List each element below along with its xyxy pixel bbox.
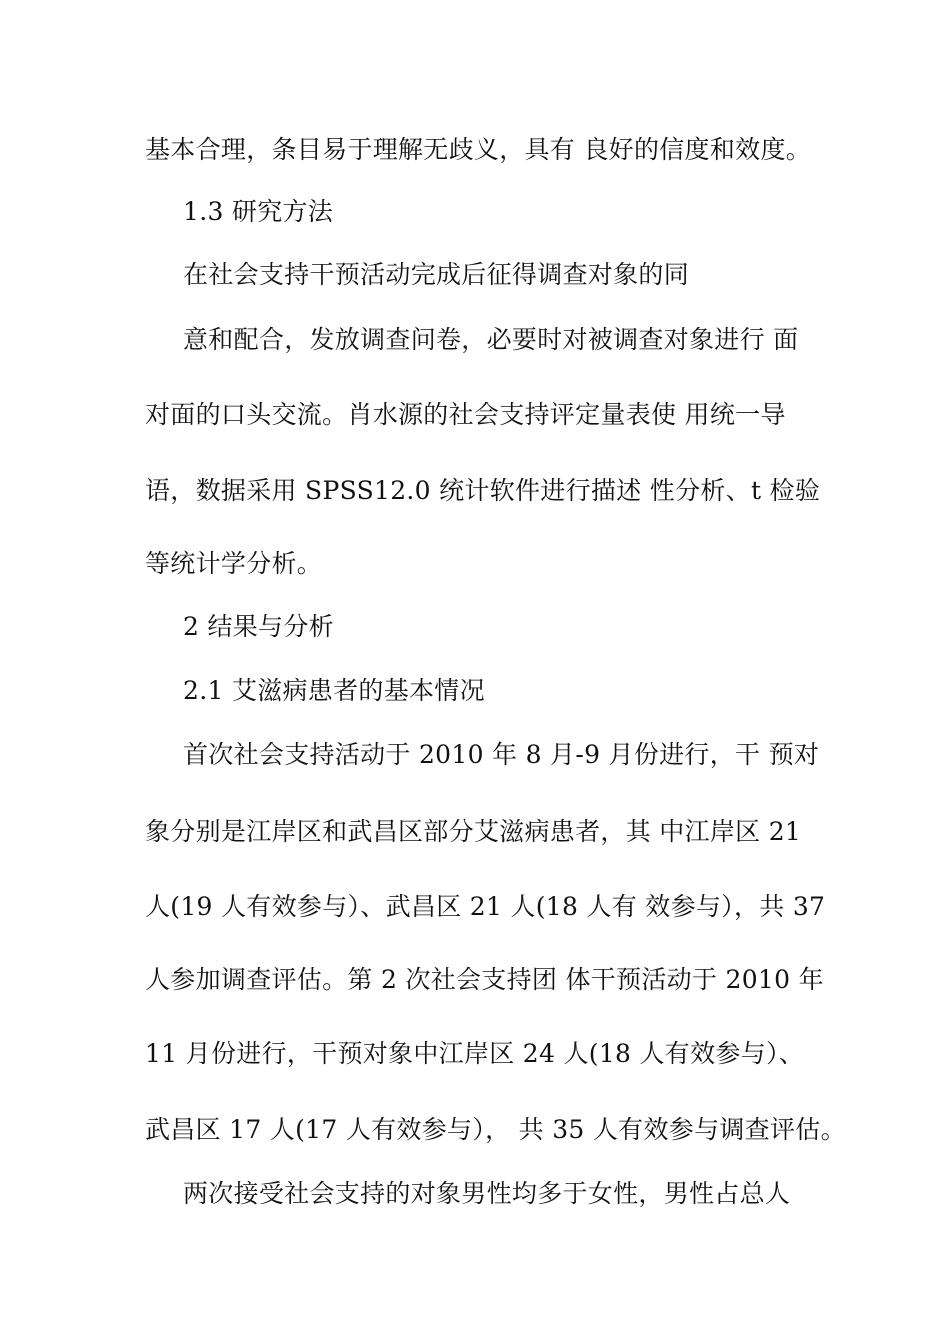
body-text-line: 人参加调查评估。第 2 次社会支持团 体干预活动于 2010 年 [145,965,824,994]
body-text-line: 意和配合，发放调查问卷，必要时对被调查对象进行 面 [183,325,799,354]
body-text-line: 两次接受社会支持的对象男性均多于女性，男性占总人 [183,1179,791,1208]
body-text-line: 等统计学分析。 [145,549,323,578]
body-text-line: 象分别是江岸区和武昌区部分艾滋病患者，其 中江岸区 21 [145,817,802,846]
body-text-line: 对面的口头交流。肖水源的社会支持评定量表使 用统一导 [145,400,786,429]
body-text-line: 武昌区 17 人(17 人有效参与）， 共 35 人有效参与调查评估。 [145,1115,846,1144]
section-heading-2-1: 2.1 艾滋病患者的基本情况 [183,676,485,705]
body-text-line: 人(19 人有效参与）、武昌区 21 人(18 人有 效参与），共 37 [145,892,826,921]
body-text-line: 基本合理，条目易于理解无歧义，具有 良好的信度和效度。 [145,135,812,164]
section-heading-2: 2 结果与分析 [183,612,334,641]
body-text-line: 在社会支持干预活动完成后征得调查对象的同 [183,260,690,289]
section-heading-1-3: 1.3 研究方法 [183,197,334,226]
body-text-line: 语，数据采用 SPSS12.0 统计软件进行描述 性分析、t 检验 [145,476,821,505]
body-text-line: 首次社会支持活动于 2010 年 8 月-9 月份进行，干 预对 [183,740,820,769]
body-text-line: 11 月份进行，干预对象中江岸区 24 人(18 人有效参与）、 [145,1039,805,1068]
